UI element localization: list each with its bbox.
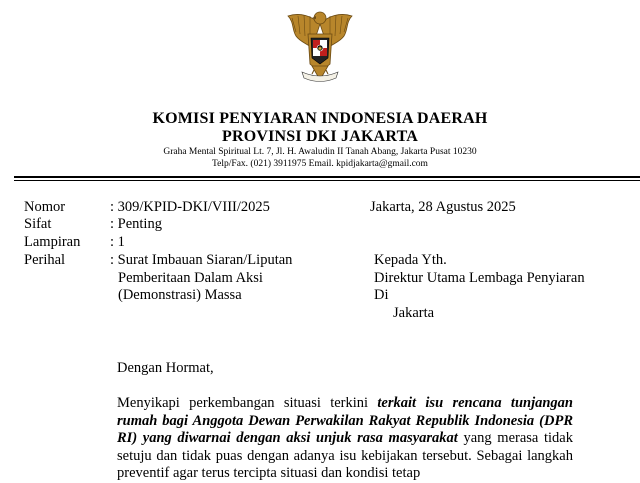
organization-address: Graha Mental Spiritual Lt. 7, Jl. H. Awaludin II Tanah Abang, Jakarta Pusat 10230: [163, 147, 477, 157]
nomor-value: : 309/KPID-DKI/VIII/2025: [110, 199, 270, 215]
lampiran-value: : 1: [110, 234, 125, 250]
body-text-cont: yang merasa tidak setuju dan tidak puas dengan adanya isu kebijakan tersebut. Sebagai langkah preventif agar terus tercipta situasi dan kondisi tetap: [117, 430, 573, 481]
perihal-line1: : Surat Imbauan Siaran/Liputan: [110, 252, 293, 268]
recipient-line4: Jakarta: [393, 305, 435, 321]
body-paragraph-1: [117, 395, 573, 483]
salutation: Dengan Hormat,: [117, 360, 214, 376]
lampiran-label: Lampiran: [24, 234, 81, 250]
place-date: Jakarta, 28 Agustus 2025: [370, 199, 516, 215]
organization-name-line2: PROVINSI DKI JAKARTA: [221, 128, 419, 145]
header-rule-thin: [14, 180, 640, 181]
body-text: Menyikapi perkembangan situasi terkini: [117, 395, 378, 411]
recipient-line3: Di: [374, 287, 389, 303]
perihal-label: Perihal: [24, 252, 66, 268]
body-emphasis: terkait isu rencana tunjangan rumah bagi Anggota Dewan Perwakilan Rakyat Republik Indonesia (DPR RI) yang diwarnai dengan aksi unjuk rasa masyarakat: [117, 395, 573, 446]
recipient-line2: Direktur Utama Lembaga Penyiaran: [374, 270, 585, 286]
nomor-label: Nomor: [24, 199, 66, 215]
garuda-emblem-icon: [282, 6, 358, 86]
organization-contact: Telp/Fax. (021) 3911975 Email. kpidjakarta@gmail.com: [212, 159, 428, 169]
header-rule-thick: [14, 176, 640, 178]
organization-name-line1: KOMISI PENYIARAN INDONESIA DAERAH: [152, 110, 488, 127]
recipient-line1: Kepada Yth.: [374, 252, 447, 268]
perihal-line2: Pemberitaan Dalam Aksi: [118, 270, 263, 286]
perihal-line3: (Demonstrasi) Massa: [118, 287, 242, 303]
sifat-value: : Penting: [110, 216, 162, 232]
sifat-label: Sifat: [24, 216, 52, 232]
